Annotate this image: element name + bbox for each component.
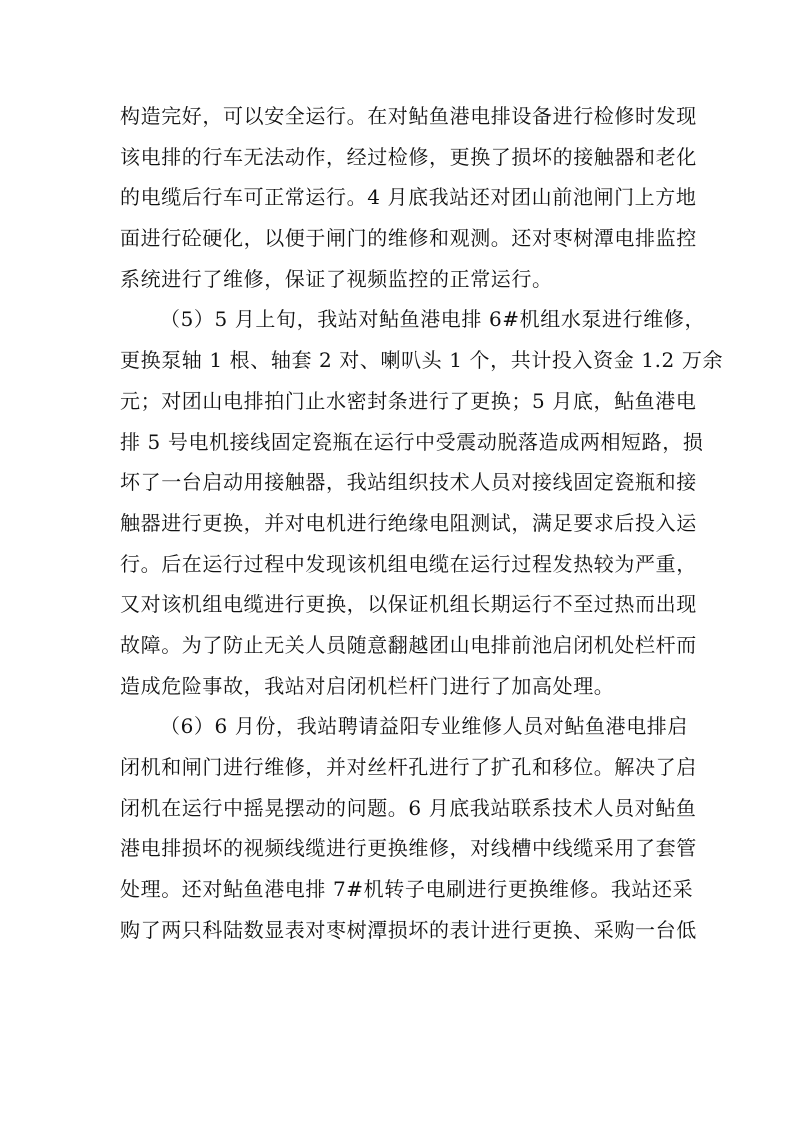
text-line: 又对该机组电缆进行更换，以保证机组长期运行不至过热而出现 — [120, 592, 697, 617]
text-line: 闭机和闸门进行维修，并对丝杆孔进行了扩孔和移位。解决了启 — [120, 755, 697, 779]
text-line: 造成危险事故，我站对启闭机栏杆门进行了加高处理。 — [120, 673, 615, 698]
body-text — [120, 96, 724, 950]
text-line: 行。后在运行过程中发现该机组电缆在运行过程发热较为严重， — [120, 551, 697, 576]
text-line: 港电排损坏的视频线缆进行更换维修，对线槽中线缆采用了套管 — [120, 836, 697, 861]
text-line: 排 5 号电机接线固定瓷瓶在运行中受震动脱落造成两相短路，损 — [120, 429, 704, 454]
text-line: 购了两只科陆数显表对枣树潭损坏的表计进行更换、采购一台低 — [120, 917, 697, 942]
text-line: 故障。为了防止无关人员随意翻越团山电排前池启闭机处栏杆而 — [120, 632, 697, 657]
text-line: 的电缆后行车可正常运行。4 月底我站还对团山前池闸门上方地 — [120, 185, 697, 210]
text-line: 面进行砼硬化，以便于闸门的维修和观测。还对枣树潭电排监控 — [120, 226, 697, 251]
text-line: 元；对团山电排拍门止水密封条进行了更换；5 月底，鲇鱼港电 — [120, 388, 697, 413]
text-line: 更换泵轴 1 根、轴套 2 对、喇叭头 1 个，共计投入资金 1.2 万余 — [120, 348, 724, 373]
text-line: 系统进行了维修，保证了视频监控的正常运行。 — [120, 266, 553, 291]
text-line: 闭机在运行中摇晃摆动的问题。6 月底我站联系技术人员对鲇鱼 — [120, 795, 697, 820]
text-line: 坏了一台启动用接触器，我站组织技术人员对接线固定瓷瓶和接 — [120, 470, 697, 495]
paragraph-start-line: （6）6 月份，我站聘请益阳专业维修人员对鲇鱼港电排启 — [160, 714, 689, 739]
text-line: 构造完好，可以安全运行。在对鲇鱼港电排设备进行检修时发现 — [120, 104, 697, 128]
text-line: 处理。还对鲇鱼港电排 7#机转子电刷进行更换维修。我站还采 — [120, 877, 694, 902]
text-line: 该电排的行车无法动作，经过检修，更换了损坏的接触器和老化 — [120, 144, 697, 169]
paragraph-start-line: （5）5 月上旬，我站对鲇鱼港电排 6#机组水泵进行维修， — [160, 307, 706, 332]
text-line: 触器进行更换，并对电机进行绝缘电阻测试，满足要求后投入运 — [120, 510, 697, 535]
